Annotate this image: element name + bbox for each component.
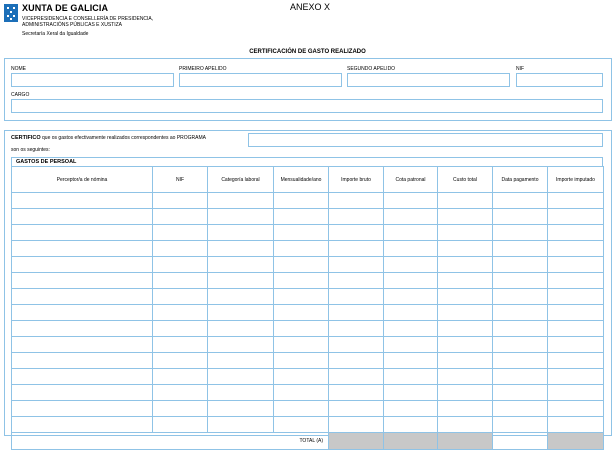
table-cell[interactable] xyxy=(493,193,548,209)
table-cell[interactable] xyxy=(208,241,274,257)
table-cell[interactable] xyxy=(329,209,384,225)
cargo-label: CARGO xyxy=(11,92,30,98)
gastos-persoal-table xyxy=(11,166,604,450)
table-cell[interactable] xyxy=(12,257,153,273)
table-row xyxy=(12,257,604,273)
table-cell[interactable] xyxy=(274,193,329,209)
column-header: Mensualidade/ano xyxy=(274,167,329,193)
table-cell[interactable] xyxy=(384,385,438,401)
table-cell[interactable] xyxy=(153,417,208,433)
table-row xyxy=(12,305,604,321)
table-cell[interactable] xyxy=(274,289,329,305)
table-cell[interactable] xyxy=(438,337,493,353)
table-cell[interactable] xyxy=(153,289,208,305)
table-cell[interactable] xyxy=(12,321,153,337)
table-cell[interactable] xyxy=(329,385,384,401)
table-cell[interactable] xyxy=(548,369,604,385)
table-cell[interactable] xyxy=(329,401,384,417)
table-cell[interactable] xyxy=(208,353,274,369)
table-cell[interactable] xyxy=(12,209,153,225)
total-cota-patronal xyxy=(384,433,438,450)
document-title: CERTIFICACIÓN DE GASTO REALIZADO xyxy=(249,49,366,55)
table-cell[interactable] xyxy=(384,289,438,305)
table-cell[interactable] xyxy=(329,353,384,369)
table-cell[interactable] xyxy=(493,321,548,337)
table-cell[interactable] xyxy=(153,321,208,337)
table-cell[interactable] xyxy=(548,401,604,417)
table-cell[interactable] xyxy=(438,209,493,225)
org-secretariat: Secretaría Xeral da Igualdade xyxy=(22,31,89,37)
table-cell[interactable] xyxy=(274,417,329,433)
table-cell[interactable] xyxy=(384,353,438,369)
table-cell[interactable] xyxy=(438,353,493,369)
table-cell[interactable] xyxy=(329,225,384,241)
table-cell[interactable] xyxy=(208,417,274,433)
table-cell[interactable] xyxy=(329,273,384,289)
table-cell[interactable] xyxy=(438,193,493,209)
table-cell[interactable] xyxy=(208,273,274,289)
total-data-pagamento[interactable] xyxy=(493,433,548,450)
table-cell[interactable] xyxy=(153,273,208,289)
table-cell[interactable] xyxy=(274,401,329,417)
table-cell[interactable] xyxy=(274,225,329,241)
table-cell[interactable] xyxy=(548,305,604,321)
table-cell[interactable] xyxy=(438,369,493,385)
org-department-line2: ADMINISTRACIÓNS PÚBLICAS E XUSTIZA xyxy=(22,22,123,28)
table-cell[interactable] xyxy=(384,241,438,257)
table-cell[interactable] xyxy=(384,193,438,209)
table-row xyxy=(12,209,604,225)
table-cell[interactable] xyxy=(384,305,438,321)
table-cell[interactable] xyxy=(329,321,384,337)
table-header-row xyxy=(12,167,604,193)
column-header: Perceptor/a de nómina xyxy=(12,167,153,193)
table-cell[interactable] xyxy=(548,193,604,209)
table-cell[interactable] xyxy=(438,289,493,305)
table-cell[interactable] xyxy=(493,369,548,385)
column-header: Custo total xyxy=(438,167,493,193)
table-row xyxy=(12,289,604,305)
table-row xyxy=(12,321,604,337)
total-row xyxy=(12,433,604,450)
table-cell[interactable] xyxy=(274,337,329,353)
total-label: TOTAL (A) xyxy=(12,433,329,450)
table-row xyxy=(12,369,604,385)
table-cell[interactable] xyxy=(274,209,329,225)
table-cell[interactable] xyxy=(438,417,493,433)
table-cell[interactable] xyxy=(12,273,153,289)
table-cell[interactable] xyxy=(548,241,604,257)
table-row xyxy=(12,337,604,353)
table-row xyxy=(12,225,604,241)
table-cell[interactable] xyxy=(493,273,548,289)
certifico-keyword: CERTIFICO xyxy=(11,135,41,141)
table-cell[interactable] xyxy=(274,369,329,385)
table-cell[interactable] xyxy=(384,401,438,417)
gastos-persoal-header xyxy=(11,157,603,166)
table-cell[interactable] xyxy=(384,337,438,353)
primeiro-apelido-field[interactable] xyxy=(179,73,342,87)
table-cell[interactable] xyxy=(153,241,208,257)
table-cell[interactable] xyxy=(208,321,274,337)
table-cell[interactable] xyxy=(438,225,493,241)
table-cell[interactable] xyxy=(438,257,493,273)
table-cell[interactable] xyxy=(208,225,274,241)
table-cell[interactable] xyxy=(208,257,274,273)
table-cell[interactable] xyxy=(274,321,329,337)
table-cell[interactable] xyxy=(12,417,153,433)
table-cell[interactable] xyxy=(12,241,153,257)
table-cell[interactable] xyxy=(493,257,548,273)
column-header: Data pagamento xyxy=(493,167,548,193)
table-row xyxy=(12,385,604,401)
table-cell[interactable] xyxy=(12,193,153,209)
table-cell[interactable] xyxy=(208,369,274,385)
table-cell[interactable] xyxy=(548,337,604,353)
column-header: Cota patronal xyxy=(384,167,438,193)
galicia-shield-icon xyxy=(4,4,18,22)
table-cell[interactable] xyxy=(208,289,274,305)
table-cell[interactable] xyxy=(12,337,153,353)
table-cell[interactable] xyxy=(384,321,438,337)
table-cell[interactable] xyxy=(384,417,438,433)
table-cell[interactable] xyxy=(548,385,604,401)
table-cell[interactable] xyxy=(384,209,438,225)
org-department-line1: VICEPRESIDENCIA E CONSELLERÍA DE PRESIDENCIA, xyxy=(22,16,154,22)
table-cell[interactable] xyxy=(329,305,384,321)
table-cell[interactable] xyxy=(208,193,274,209)
table-cell[interactable] xyxy=(438,401,493,417)
table-cell[interactable] xyxy=(438,321,493,337)
table-cell[interactable] xyxy=(153,385,208,401)
table-cell[interactable] xyxy=(12,401,153,417)
primeiro-apelido-label: PRIMEIRO APELIDO xyxy=(179,66,227,72)
table-cell[interactable] xyxy=(548,273,604,289)
table-cell[interactable] xyxy=(329,337,384,353)
table-cell[interactable] xyxy=(153,257,208,273)
table-cell[interactable] xyxy=(153,353,208,369)
table-row xyxy=(12,353,604,369)
table-cell[interactable] xyxy=(329,369,384,385)
table-cell[interactable] xyxy=(274,385,329,401)
table-cell[interactable] xyxy=(153,369,208,385)
cargo-field[interactable] xyxy=(11,99,603,113)
table-cell[interactable] xyxy=(208,209,274,225)
table-cell[interactable] xyxy=(438,385,493,401)
table-cell[interactable] xyxy=(329,289,384,305)
table-cell[interactable] xyxy=(548,321,604,337)
table-cell[interactable] xyxy=(208,401,274,417)
table-cell[interactable] xyxy=(548,225,604,241)
table-cell[interactable] xyxy=(12,289,153,305)
table-cell[interactable] xyxy=(208,305,274,321)
column-header: NIF xyxy=(153,167,208,193)
son-os-seguintes-text: son os seguintes: xyxy=(11,147,50,153)
table-cell[interactable] xyxy=(12,385,153,401)
table-cell[interactable] xyxy=(12,353,153,369)
table-cell[interactable] xyxy=(12,225,153,241)
table-cell[interactable] xyxy=(438,273,493,289)
column-header: Importe bruto xyxy=(329,167,384,193)
table-cell[interactable] xyxy=(438,241,493,257)
table-cell[interactable] xyxy=(384,369,438,385)
document-header xyxy=(0,0,615,44)
table-cell[interactable] xyxy=(493,209,548,225)
segundo-apelido-field[interactable] xyxy=(347,73,510,87)
table-cell[interactable] xyxy=(153,401,208,417)
annex-label: ANEXO X xyxy=(289,2,330,12)
table-row xyxy=(12,193,604,209)
table-cell[interactable] xyxy=(493,225,548,241)
gastos-persoal-title: GASTOS DE PERSOAL xyxy=(16,159,77,165)
table-cell[interactable] xyxy=(548,257,604,273)
table-cell[interactable] xyxy=(548,417,604,433)
certifico-text: que os gastos efectivamente realizados correspondentes ao PROGRAMA xyxy=(42,135,207,141)
table-cell[interactable] xyxy=(329,241,384,257)
table-cell[interactable] xyxy=(493,417,548,433)
table-cell[interactable] xyxy=(274,305,329,321)
nif-field[interactable] xyxy=(516,73,603,87)
table-cell[interactable] xyxy=(274,257,329,273)
total-custo-total xyxy=(438,433,493,450)
table-cell[interactable] xyxy=(153,337,208,353)
segundo-apelido-label: SEGUNDO APELIDO xyxy=(347,66,396,72)
table-cell[interactable] xyxy=(493,337,548,353)
table-cell[interactable] xyxy=(493,289,548,305)
programa-field[interactable] xyxy=(248,133,603,147)
table-cell[interactable] xyxy=(153,209,208,225)
table-cell[interactable] xyxy=(208,337,274,353)
table-cell[interactable] xyxy=(12,305,153,321)
nome-field[interactable] xyxy=(11,73,174,87)
table-cell[interactable] xyxy=(548,289,604,305)
org-name: XUNTA DE GALICIA xyxy=(22,3,109,13)
table-cell[interactable] xyxy=(384,225,438,241)
nif-label: NIF xyxy=(516,66,525,72)
table-cell[interactable] xyxy=(274,273,329,289)
table-cell[interactable] xyxy=(384,273,438,289)
table-cell[interactable] xyxy=(493,241,548,257)
table-cell[interactable] xyxy=(153,225,208,241)
table-cell[interactable] xyxy=(329,417,384,433)
table-row xyxy=(12,417,604,433)
table-row xyxy=(12,241,604,257)
nome-label: NOME xyxy=(11,66,26,72)
table-cell[interactable] xyxy=(274,353,329,369)
table-cell[interactable] xyxy=(274,241,329,257)
table-cell[interactable] xyxy=(384,257,438,273)
table-cell[interactable] xyxy=(493,305,548,321)
table-cell[interactable] xyxy=(153,193,208,209)
table-cell[interactable] xyxy=(548,353,604,369)
table-row xyxy=(12,401,604,417)
table-cell[interactable] xyxy=(548,209,604,225)
certifico-statement xyxy=(11,135,206,141)
table-cell[interactable] xyxy=(329,193,384,209)
table-cell[interactable] xyxy=(153,305,208,321)
total-importe-bruto xyxy=(329,433,384,450)
table-cell[interactable] xyxy=(493,385,548,401)
column-header: Categoría laboral xyxy=(208,167,274,193)
table-cell[interactable] xyxy=(208,385,274,401)
table-cell[interactable] xyxy=(493,401,548,417)
column-header: Importe imputado xyxy=(548,167,604,193)
table-cell[interactable] xyxy=(12,369,153,385)
total-importe-imputado xyxy=(548,433,604,450)
table-cell[interactable] xyxy=(329,257,384,273)
table-row xyxy=(12,273,604,289)
table-cell[interactable] xyxy=(438,305,493,321)
table-cell[interactable] xyxy=(493,353,548,369)
